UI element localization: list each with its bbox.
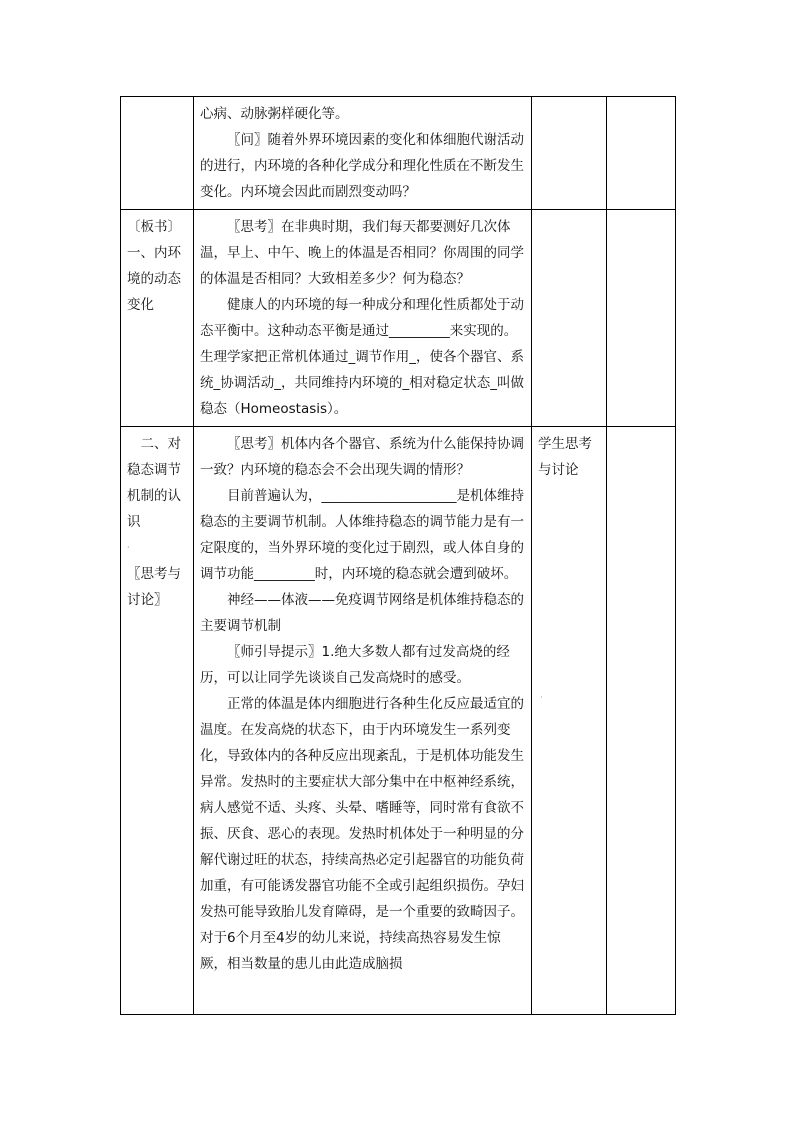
- activity-cell: [532, 97, 607, 210]
- content-paragraph: 〖思考〗机体内各个器官、系统为什么能保持协调一致？内环境的稳态会不会出现失调的情形？: [200, 436, 524, 478]
- remarks-cell: [607, 210, 676, 427]
- content-cell: [194, 210, 532, 427]
- content-cell: [194, 427, 532, 1015]
- activity-text: 学生思考与讨论: [538, 436, 592, 478]
- discussion-label: 〖思考与讨论〗: [127, 566, 181, 608]
- content-paragraph: 神经——体液——免疫调节网络是机体维持稳态的主要调节机制: [200, 592, 524, 634]
- activity-cell: [532, 210, 607, 427]
- content-paragraph: 健康人的内环境的每一种成分和理化性质都处于动态平衡中。这种动态平衡是通过_________来实现的。生理学家把正常机体通过_调节作用_，使各个器官、系统_协调活动_，共同维持内环境的_相对稳定状态_叫做稳态（Homeostasis）。: [200, 297, 524, 417]
- table-row: [121, 427, 676, 1015]
- board-notes-cell: [121, 210, 194, 427]
- content-cell: [194, 97, 532, 210]
- board-notes-cell: [121, 427, 194, 1015]
- stray-mark: ·: [127, 543, 130, 552]
- table-row: [121, 97, 676, 210]
- remarks-cell: [607, 97, 676, 210]
- content-paragraph: 正常的体温是体内细胞进行各种生化反应最适宜的温度。在发高烧的状态下，由于内环境发生一系列变化，导致体内的各种反应出现紊乱，于是机体功能发生异常。发热时的主要症状大部分集中在中枢神经系统，病人感觉不适、头疼、头晕、嗜睡等，同时常有食欲不振、厌食、恶心的表现。发热时机体处于一种明显的分解代谢过旺的状态，持续高热必定引起器官的功能负荷加重，有可能诱发器官功能不全或引起组织损伤。孕妇发热可能导致胎儿发育障碍，是一个重要的致畸因子。对于6个月至4岁的幼儿来说，持续高热容易发生惊厥，相当数量的患儿由此造成脑损: [200, 696, 524, 972]
- activity-cell: [532, 427, 607, 1015]
- board-notes-label: 〔板书〕: [127, 219, 181, 235]
- board-notes-cell: [121, 97, 194, 210]
- content-paragraph: 目前普遍认为，____________________是机体维持稳态的主要调节机制。人体维持稳态的调节能力是有一定限度的，当外界环境的变化过于剧烈，或人体自身的调节功能_________时，内环境的稳态就会遭到破坏。: [200, 488, 524, 582]
- section-heading: 一、内环境的动态变化: [127, 245, 181, 313]
- remarks-cell: [607, 427, 676, 1015]
- section-heading: 二、对稳态调节机制的认识: [127, 436, 181, 530]
- content-paragraph: 〖问〗随着外界环境因素的变化和体细胞代谢活动的进行，内环境的各种化学成分和理化性质在不断发生变化。内环境会因此而剧烈变动吗？: [200, 132, 524, 200]
- content-paragraph: 〖思考〗在非典时期，我们每天都要测好几次体温，早上、中午、晚上的体温是否相同？你周围的同学的体温是否相同？大致相差多少？何为稳态？: [200, 219, 524, 287]
- content-paragraph: 心病、动脉粥样硬化等。: [200, 106, 349, 122]
- stray-dot: ·: [540, 693, 543, 703]
- table-row: [121, 210, 676, 427]
- content-paragraph: 〖师引导提示〗1.绝大多数人都有过发高烧的经历，可以让同学先谈谈自己发高烧时的感受。: [200, 644, 510, 686]
- lesson-plan-table: [120, 96, 676, 1015]
